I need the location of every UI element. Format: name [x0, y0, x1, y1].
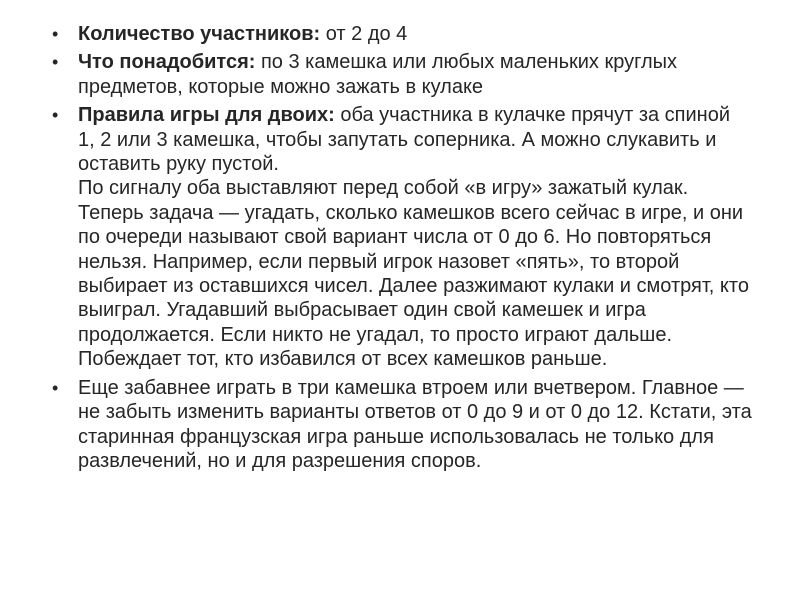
bullet-item-materials [52, 50, 752, 99]
bullet-icon: • [52, 105, 59, 126]
bullet-heading: Что понадобится: [78, 51, 256, 74]
bullet-heading: Правила игры для двоих: [78, 104, 335, 127]
bullet-item-variant [52, 376, 752, 474]
bullet-item-participants [52, 22, 752, 46]
bullet-text: Еще забавнее играть в три камешка втроем или вчетвером. Главное — не забыть изменить варианты ответов от 0 до 9 и от 0 до 12. Кстати, эта старинная французская игра раньше использовалась не только для развлечений, но и для разрешения споров. [78, 376, 752, 472]
bullet-text: по 3 камешка или любых маленьких круглых предметов, которые можно зажать в кулаке [78, 51, 678, 98]
bullet-icon: • [52, 377, 59, 398]
bullet-text-continued: По сигналу оба выставляют перед собой «в игру» зажатый кулак. Теперь задача — угадать, сколько камешков всего сейчас в игре, и они по очереди называют свой вариант числа от 0 до 6. Но повторяться нельзя. Например, если первый игрок назовет «пять», то второй выбирает из оставшихся чисел. Далее разжимают кулаки и смотрят, кто выиграл. Угадавший выбрасывает один свой камешек и игра продолжается. Если никто не угадал, то просто играют дальше. Побеждает тот, кто избавился от всех камешков раньше. [78, 177, 749, 371]
bullet-heading: Количество участников: [78, 23, 321, 45]
bullet-list [52, 22, 752, 477]
bullet-icon: • [52, 52, 59, 73]
bullet-text: оба участника в кулачке прячут за спиной 1, 2 или 3 камешка, чтобы запутать соперника. А можно слукавить и оставить руку пустой. [78, 104, 731, 176]
bullet-item-rules [52, 103, 752, 371]
bullet-text: от 2 до 4 [320, 23, 408, 45]
bullet-icon: • [52, 24, 59, 44]
